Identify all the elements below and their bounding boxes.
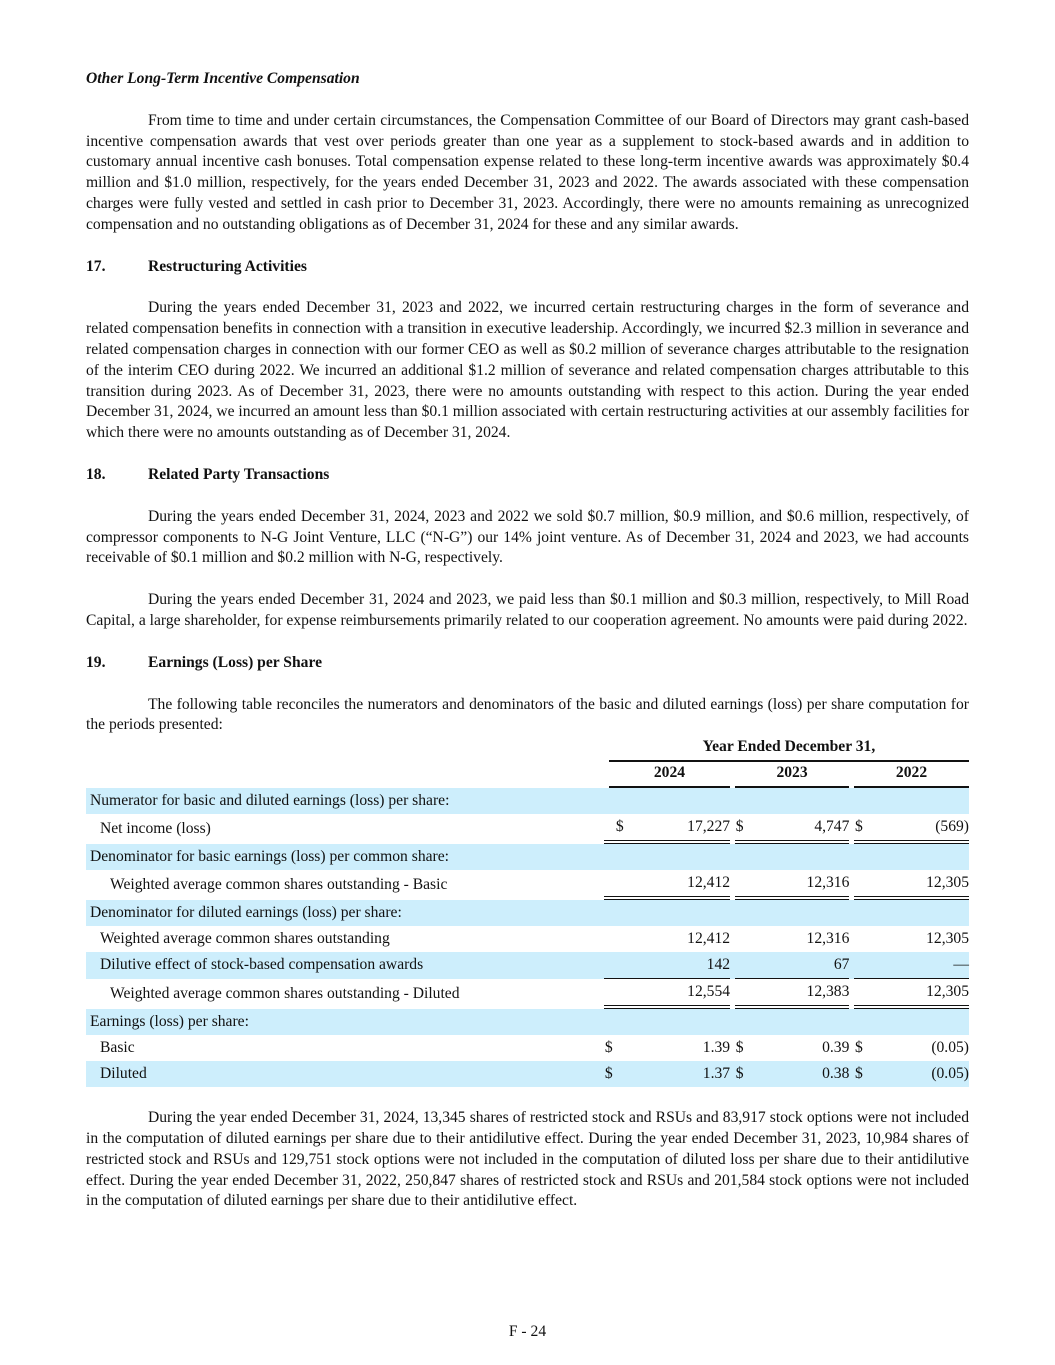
- table-row: [86, 870, 969, 900]
- table-header-period: [86, 736, 969, 762]
- cell-value: 12,316: [806, 929, 850, 947]
- cell-value: 0.39: [822, 1038, 850, 1056]
- table-row: [86, 979, 969, 1009]
- row-label: Denominator for diluted earnings (loss) per share:: [86, 900, 604, 926]
- cell-value: 12,383: [735, 979, 850, 1009]
- cell-value: 12,305: [854, 979, 969, 1009]
- table-row: [86, 900, 969, 926]
- section-number: 19.: [86, 653, 106, 671]
- section-title: Restructuring Activities: [148, 257, 307, 275]
- currency-symbol: $: [855, 1038, 863, 1056]
- table-row: [86, 1035, 969, 1061]
- related-party-paragraph-2: During the years ended December 31, 2024 and 2023, we paid less than $0.1 million and $0.3 million, respectively, to Mill Road Capital, a large shareholder, for expense reimbursements primarily related to our cooperation agreement. No amounts were paid during 2022.: [86, 591, 969, 629]
- cell-value: 1.39: [702, 1038, 731, 1056]
- cell-value: 67: [735, 952, 850, 979]
- related-party-paragraph-1: During the years ended December 31, 2024, 2023 and 2022 we sold $0.7 million, $0.9 million, and $0.6 million, respectively, of compressor components to N-G Joint Venture, LLC (“N-G”) our 14% joint venture. As of December 31, 2024 and 2023, we had accounts receivable of $0.1 million and $0.2 million with N-G, respectively.: [86, 507, 969, 567]
- eps-intro-paragraph: The following table reconciles the numerators and denominators of the basic and diluted earnings (loss) per share computation for the periods presented:: [86, 695, 969, 734]
- cell-value: —: [854, 952, 969, 979]
- cell-value: 12,316: [735, 870, 850, 900]
- period-header: Year Ended December 31,: [609, 737, 969, 762]
- cell-value: 12,412: [687, 929, 731, 947]
- row-label: Net income (loss): [100, 819, 211, 837]
- currency-symbol: $: [855, 817, 863, 835]
- page-number: F - 24: [508, 1323, 547, 1340]
- cell-value: 12,305: [926, 929, 969, 947]
- cell-value: 142: [604, 952, 730, 979]
- section-number: 18.: [86, 465, 106, 483]
- table-row: [86, 814, 969, 844]
- column-header-year: 2024: [609, 763, 730, 788]
- section-number: 17.: [86, 257, 106, 275]
- cell-value: 4,747: [814, 817, 850, 835]
- table-row: [86, 1009, 969, 1035]
- row-label: Dilutive effect of stock-based compensation awards: [86, 952, 604, 979]
- cell-value: (569): [935, 817, 969, 835]
- row-label: Weighted average common shares outstanding - Basic: [110, 875, 448, 893]
- section-heading-19: [86, 653, 969, 674]
- currency-symbol: $: [604, 1038, 613, 1056]
- cell-value: 12,412: [604, 870, 730, 900]
- currency-symbol: $: [735, 1038, 744, 1056]
- section-title: Earnings (Loss) per Share: [148, 653, 323, 671]
- row-label: Earnings (loss) per share:: [86, 1009, 604, 1035]
- ltic-paragraph: From time to time and under certain circumstances, the Compensation Committee of our Board of Directors may grant cash-based incentive compensation awards that vest over periods greater than one year as a supplement to stock-based awards and in addition to customary annual incentive cash bonuses. Total compensation expense related to these long-term incentive awards was approximately $0.4 million and $1.0 million, respectively, for the years ended December 31, 2023 and 2022. The awards associated with these compensation charges were fully vested and settled in cash prior to December 31, 2023. Accordingly, there were no amounts remaining as unrecognized compensation and no outstanding obligations as of December 31, 2024 for these and any similar awards.: [86, 111, 969, 233]
- eps-table: [86, 736, 969, 1087]
- table-row: [86, 952, 969, 979]
- row-label: Denominator for basic earnings (loss) per common share:: [86, 844, 604, 870]
- section-title: Related Party Transactions: [148, 465, 330, 483]
- currency-symbol: $: [615, 817, 624, 835]
- antidilutive-paragraph: During the year ended December 31, 2024, 13,345 shares of restricted stock and RSUs and 83,917 stock options were not included in the computation of diluted earnings per share due to their antidilutive effect. During the year ended December 31, 2023, 10,984 shares of restricted stock and RSUs and 129,751 stock options were not included in the computation of diluted loss per share due to their antidilutive effect. During the year ended December 31, 2022, 250,847 shares of restricted stock and RSUs and 201,584 stock options were not included in the computation of diluted earnings per share due to their antidilutive effect.: [86, 1109, 969, 1210]
- currency-symbol: $: [604, 1064, 613, 1082]
- document-page: [86, 69, 969, 1212]
- row-label: Weighted average common shares outstanding: [100, 929, 390, 947]
- table-row: [86, 926, 969, 952]
- subsection-heading: Other Long-Term Incentive Compensation: [86, 70, 360, 87]
- section-heading-18: [86, 465, 969, 486]
- cell-value: 12,554: [604, 979, 730, 1009]
- table-row: [86, 788, 969, 814]
- cell-value: (0.05): [931, 1038, 969, 1056]
- table-header-years: [86, 762, 969, 788]
- cell-value: (0.05): [931, 1064, 969, 1082]
- column-header-year: 2023: [735, 763, 850, 788]
- row-label: Basic: [100, 1038, 135, 1056]
- section-heading-17: [86, 257, 969, 278]
- table-row: [86, 844, 969, 870]
- cell-value: 0.38: [822, 1064, 850, 1082]
- currency-symbol: $: [735, 817, 744, 835]
- currency-symbol: $: [855, 1064, 863, 1082]
- cell-value: 12,305: [854, 870, 969, 900]
- column-header-year: 2022: [854, 763, 969, 788]
- table-row: [86, 1061, 969, 1087]
- row-label: Diluted: [86, 1061, 604, 1087]
- row-label: Numerator for basic and diluted earnings (loss) per share:: [86, 788, 604, 814]
- row-label: Weighted average common shares outstanding - Diluted: [110, 984, 460, 1002]
- restructuring-paragraph: During the years ended December 31, 2023 and 2022, we incurred certain restructuring charges in the form of severance and related compensation benefits in connection with a transition in executive leadership. Accordingly, we incurred $2.3 million in severance and related compensation charges in connection with our former CEO as well as $0.2 million of severance charges attributable to the resignation of the interim CEO during 2022. We incurred an additional $1.2 million of severance and related compensation charges attributable to this transition during 2023. As of December 31, 2023, there were no amounts outstanding with respect to this action. During the year ended December 31, 2024, we incurred an amount less than $0.1 million associated with certain restructuring activities at our assembly facilities for which there were no amounts outstanding as of December 31, 2024.: [86, 299, 969, 442]
- cell-value: 17,227: [687, 817, 731, 835]
- cell-value: 1.37: [702, 1064, 731, 1082]
- currency-symbol: $: [735, 1064, 744, 1082]
